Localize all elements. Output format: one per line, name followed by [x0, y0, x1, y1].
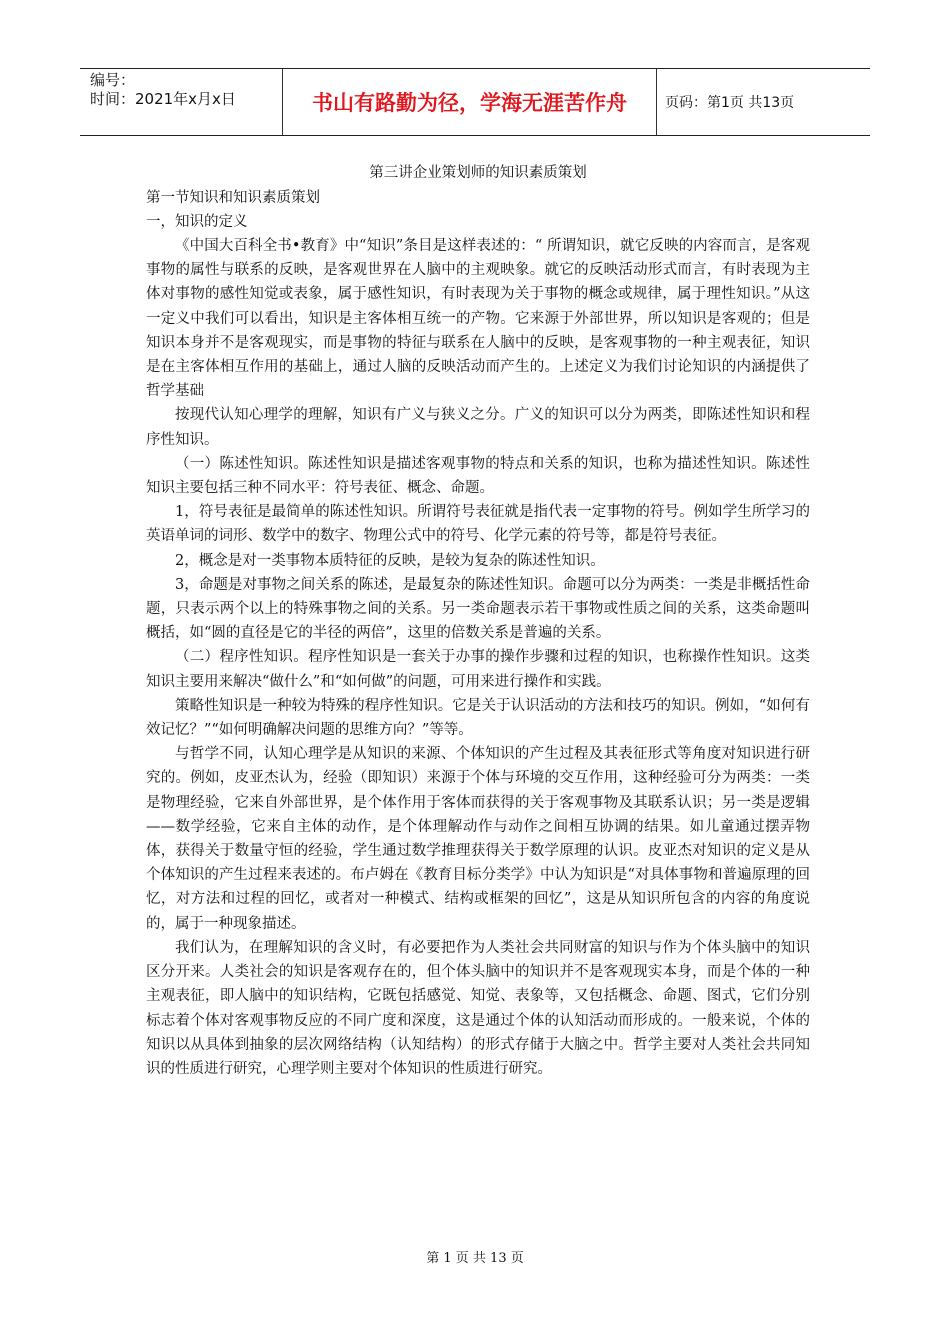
number-label: 编号：	[90, 71, 136, 89]
paragraph: 按现代认知心理学的理解，知识有广义与狭义之分。广义的知识可以分为两类，即陈述性知识和程序性知识。	[146, 407, 810, 448]
document-body	[146, 160, 810, 1081]
paragraph: 策略性知识是一种较为特殊的程序性知识。它是关于认识活动的方法和技巧的知识。例如，“如何有效记忆？”“如何明确解决问题的思维方向？”等等。	[146, 697, 810, 739]
paragraph: 《中国大百科全书•教育》中“知识”条目是这样表述的：“ 所谓知识，就它反映的内容而言，是客观事物的属性与联系的反映，是客观世界在人脑中的主观映象。就它的反映活动形式而言，有时表现为主体对事物的感性知觉或表象，属于感性知识，有时表现为关于事物的概念或规律，属于理性知识。”从这一定义中我们可以看出，知识是主客体相互统一的产物。它来源于外部世界，所以知识是客观的；但是知识本身并不是客观现实，而是事物的特征与联系在人脑中的反映，是客观事物的一种主观表征，知识是在主客体相互作用的基础上，通过人脑的反映活动而产生的。上述定义为我们讨论知识的内涵提供了哲学基础	[146, 238, 810, 400]
header-page-number: 页码：第1页 共13页	[665, 95, 795, 111]
paragraph: 3，命题是对事物之间关系的陈述，是最复杂的陈述性知识。命题可以分为两类：一类是非概括性命题，只表示两个以上的特殊事物之间的关系。另一类命题表示若干事物或性质之间的关系，这类命题叫概括，如“圆的直径是它的半径的两倍”，这里的倍数关系是普遍的关系。	[146, 576, 810, 642]
header-motto: 书山有路勤为径，学海无涯苦作舟	[283, 69, 657, 135]
page-header	[80, 68, 870, 136]
header-meta	[80, 69, 283, 135]
time-label: 时间：2021年x月x日	[90, 90, 236, 108]
paragraph: 1，符号表征是最简单的陈述性知识。所谓符号表征就是指代表一定事物的符号。例如学生所学习的英语单词的词形、数学中的数字、物理公式中的符号、化学元素的符号等，都是符号表征。	[146, 504, 810, 545]
paragraph: 我们认为，在理解知识的含义时，有必要把作为人类社会共同财富的知识与作为个体头脑中的知识区分开来。人类社会的知识是客观存在的，但个体头脑中的知识并不是客观现实本身，而是个体的一种主观表征，即人脑中的知识结构，它既包括感觉、知觉、表象等，又包括概念、命题、图式，它们分别标志着个体对客观事物反应的不同广度和深度，这是通过个体的认知活动而形成的。一般来说，个体的知识以从具体到抽象的层次网络结构（认知结构）的形式存储于大脑之中。哲学主要对人类社会共同知识的性质进行研究，心理学则主要对个体知识的性质进行研究。	[146, 939, 810, 1077]
paragraph: （一）陈述性知识。陈述性知识是描述客观事物的特点和关系的知识，也称为描述性知识。陈述性知识主要包括三种不同水平：符号表征、概念、命题。	[146, 455, 810, 497]
page-footer: 第 1 页 共 13 页	[426, 1251, 524, 1266]
section-heading: 第一节知识和知识素质策划	[146, 190, 320, 206]
paragraph: （二）程序性知识。程序性知识是一套关于办事的操作步骤和过程的知识，也称操作性知识。这类知识主要用来解决“做什么”和“如何做”的问题，可用来进行操作和实践。	[146, 649, 810, 690]
document-title: 第三讲企业策划师的知识素质策划	[369, 165, 587, 181]
subsection-heading: 一，知识的定义	[146, 214, 248, 230]
paragraph: 与哲学不同，认知心理学是从知识的来源、个体知识的产生过程及其表征形式等角度对知识进行研究的。例如，皮亚杰认为，经验（即知识）来源于个体与环境的交互作用，这种经验可分为两类：一类是物理经验，它来自外部世界，是个体作用于客体而获得的关于客观事物及其联系认识；另一类是逻辑——数学经验，它来自主体的动作，是个体理解动作与动作之间相互协调的结果。如儿童通过摆弄物体，获得关于数量守恒的经验，学生通过数学推理获得关于数学原理的认识。皮亚杰对知识的定义是从个体知识的产生过程来表述的。布卢姆在《教育目标分类学》中认为知识是“对具体事物和普遍原理的回忆，对方法和过程的回忆，或者对一种模式、结构或框架的回忆”，这是从知识所包含的内容的角度说的，属于一种现象描述。	[146, 746, 810, 932]
paragraph: 2，概念是对一类事物本质特征的反映，是较为复杂的陈述性知识。	[175, 552, 605, 569]
